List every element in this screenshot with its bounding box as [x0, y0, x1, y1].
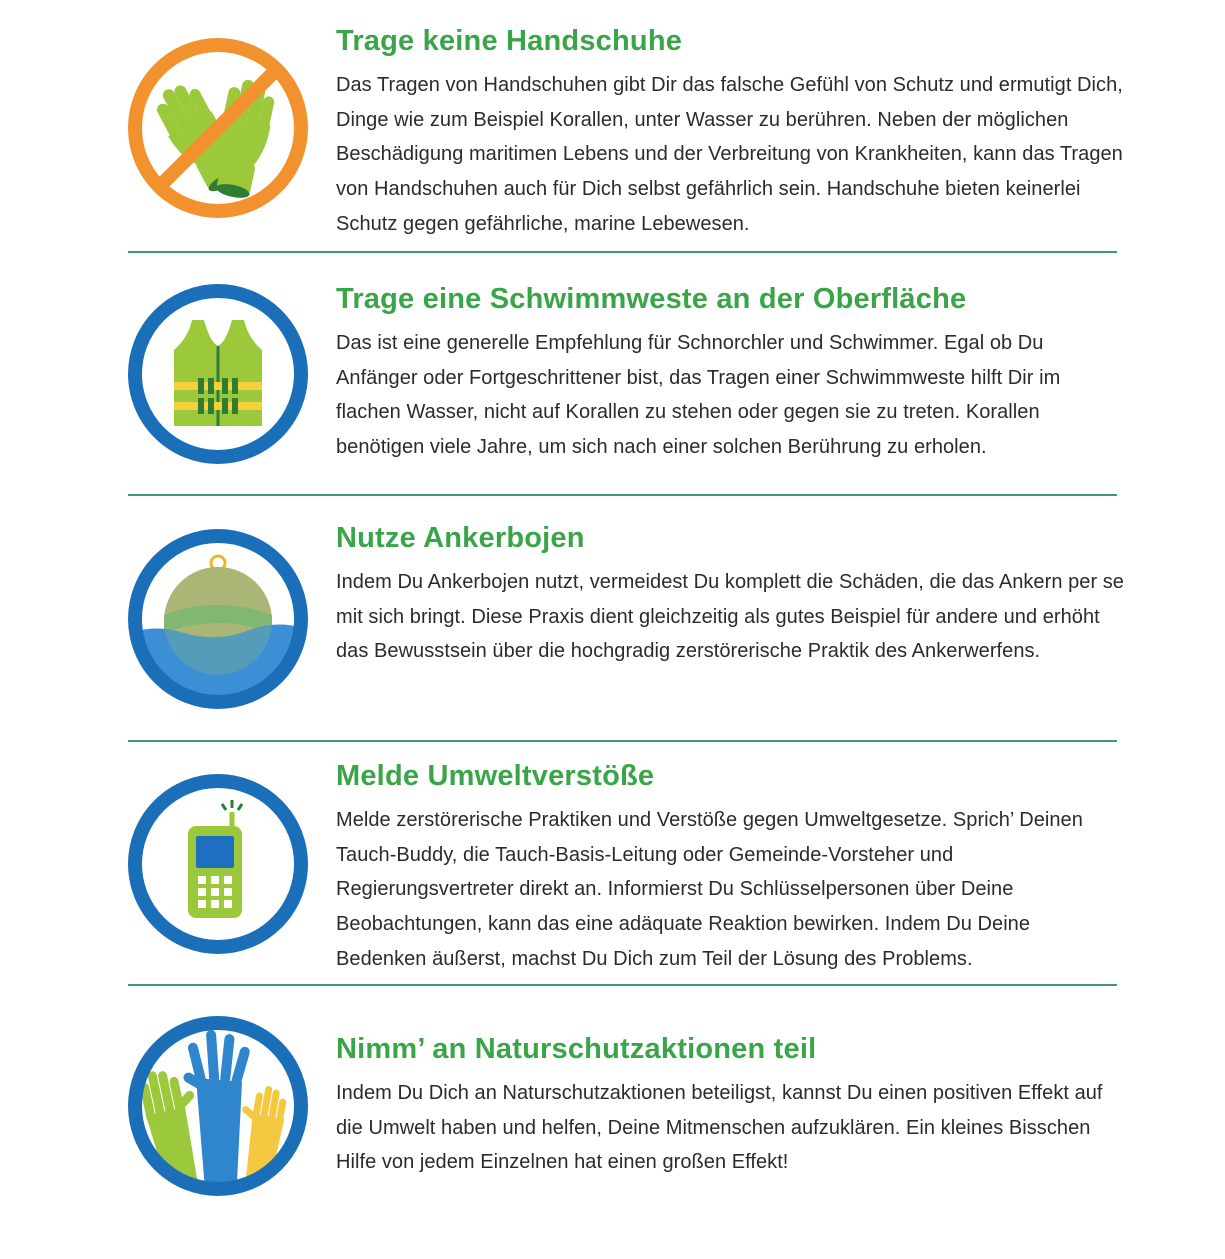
tip-body: Das Tragen von Handschuhen gibt Dir das falsche Gefühl von Schutz und ermutigt Dich, Dinge wie zum Beispiel Korallen, unter Wasser zu berühren. Neben der möglichen Beschädigung maritimen Lebens und der Verbreitung von Krankheiten, kann das Tragen von Handschuhen auch für Dich selbst gefährlich sein. Handschuhe bieten keinerlei Schutz gegen gefährliche, marine Lebewesen.: [336, 74, 1123, 235]
raised-hands-icon: [124, 1012, 312, 1200]
tip-title: Melde Umweltverstöße: [336, 760, 655, 792]
mobile-phone-icon: [124, 770, 312, 958]
tip-title: Nimm’ an Naturschutzaktionen teil: [336, 1033, 817, 1065]
tip-body: Melde zerstörerische Praktiken und Verstöße gegen Umweltgesetze. Sprich’ Deinen Tauch-Buddy, die Tauch-Basis-Leitung oder Gemeinde-Vorsteher und Regierungsvertreter direkt an. Informierst Du Schlüsselpersonen über Deine Beobachtungen, kann das eine adäquate Reaktion bewirken. Indem Du Deine Bedenken äußerst, machst Du Dich zum Teil der Lösung des Problems.: [336, 809, 1083, 970]
tip-text: [336, 285, 1126, 465]
section-divider: [128, 984, 1117, 986]
section-divider: [128, 251, 1117, 253]
mooring-buoy-icon: [124, 525, 312, 713]
tip-text: [336, 1035, 1126, 1180]
tip-text: [336, 524, 1126, 669]
no-gloves-icon: [124, 34, 312, 222]
tip-text: [336, 762, 1126, 977]
life-vest-icon: [124, 280, 312, 468]
tip-body: Indem Du Dich an Naturschutzaktionen beteiligst, kannst Du einen positiven Effekt auf die Umwelt haben und helfen, Deine Mitmenschen aufzuklären. Ein kleines Bisschen Hilfe von jedem Einzelnen hat einen großen Effekt!: [336, 1082, 1103, 1174]
section-divider: [128, 494, 1117, 496]
tip-title: Trage eine Schwimmweste an der Oberfläche: [336, 283, 967, 315]
tip-body: Indem Du Ankerbojen nutzt, vermeidest Du komplett die Schäden, die das Ankern per se mit sich bringt. Diese Praxis dient gleichzeitig als gutes Beispiel für andere und erhöht das Bewusstsein über die hochgradig zerstörerische Praktik des Ankerwerfens.: [336, 571, 1124, 663]
tip-title: Nutze Ankerbojen: [336, 522, 585, 554]
section-divider: [128, 740, 1117, 742]
tip-title: Trage keine Handschuhe: [336, 25, 683, 57]
tip-text: [336, 27, 1126, 242]
tip-body: Das ist eine generelle Empfehlung für Schnorchler und Schwimmer. Egal ob Du Anfänger oder Fortgeschrittener bist, das Tragen einer Schwimmweste hilft Dir im flachen Wasser, nicht auf Korallen zu stehen oder gegen sie zu treten. Korallen benötigen viele Jahre, um sich nach einer solchen Berührung zu erholen.: [336, 332, 1061, 459]
